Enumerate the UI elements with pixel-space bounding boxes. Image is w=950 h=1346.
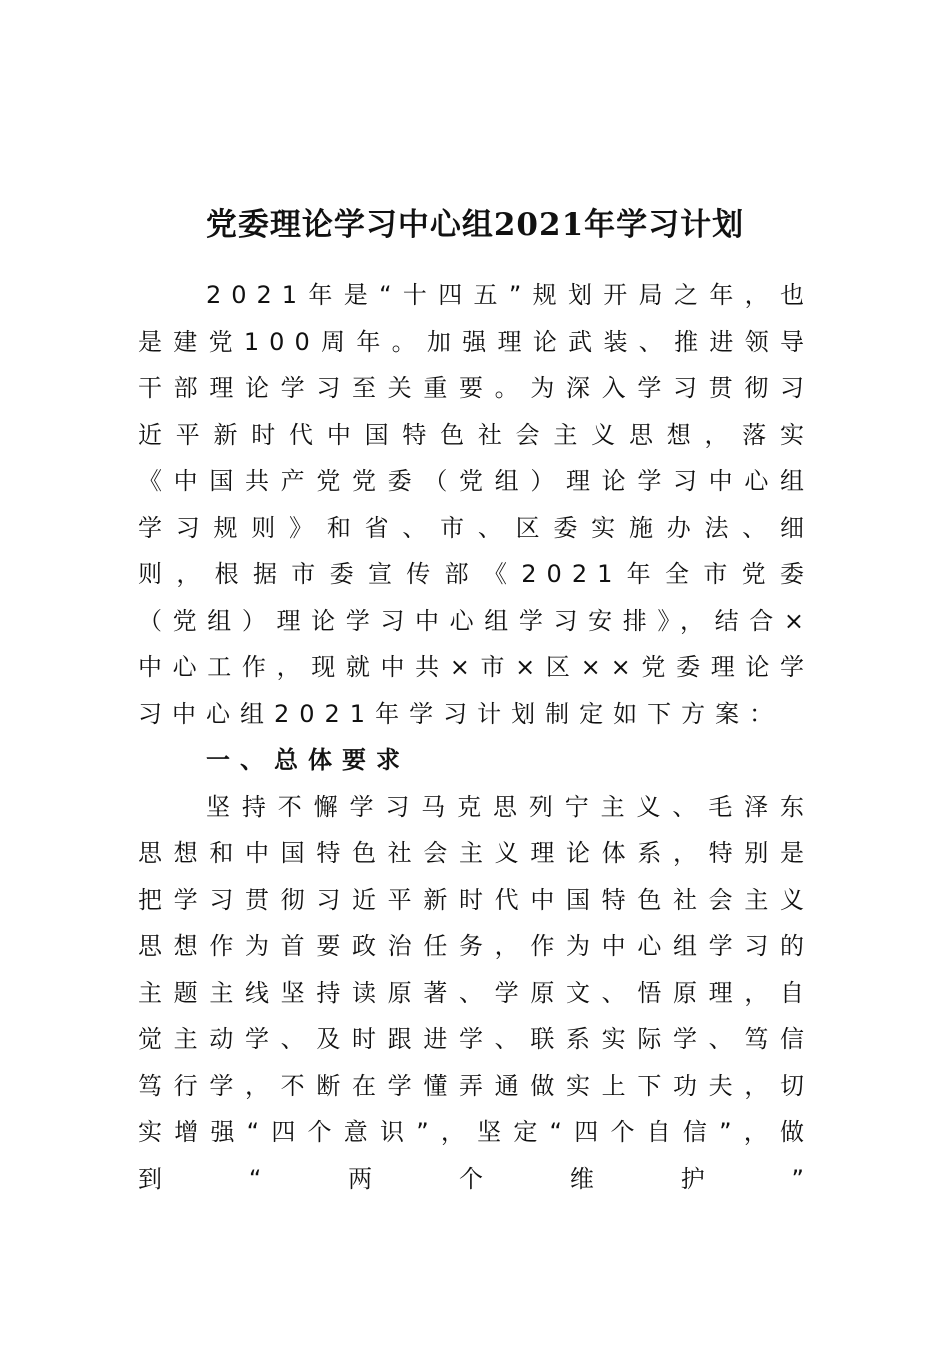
- document-body: [138, 272, 814, 1202]
- document-title: 党委理论学习中心组2021年学习计划: [205, 207, 745, 243]
- section-1-paragraph: 坚持不懈学习马克思列宁主义、毛泽东思想和中国特色社会主义理论体系，特别是把学习贯彻习近平新时代中国特色社会主义思想作为首要政治任务，作为中心组学习的主题主线坚持读原著、学原文、悟原理，自觉主动学、及时跟进学、联系实际学、笃信笃行学，不断在学懂弄通做实上下功夫，切实增强“四个意识”，坚定“四个自信”，做到“两个维护”: [138, 792, 814, 1193]
- intro-paragraph: 2021年是“十四五”规划开局之年，也是建党100周年。加强理论武装、推进领导干部理论学习至关重要。为深入学习贯彻习近平新时代中国特色社会主义思想，落实《中国共产党党委（党组）理论学习中心组学习规则》和省、市、区委实施办法、细则，根据市委宣传部《2021年全市党委（党组）理论学习中心组学习安排》，结合×中心工作，现就中共×市×区××党委理论学习中心组2021年学习计划制定如下方案：: [138, 281, 814, 728]
- section-heading-overall-requirements: 一、总体要求: [206, 746, 410, 774]
